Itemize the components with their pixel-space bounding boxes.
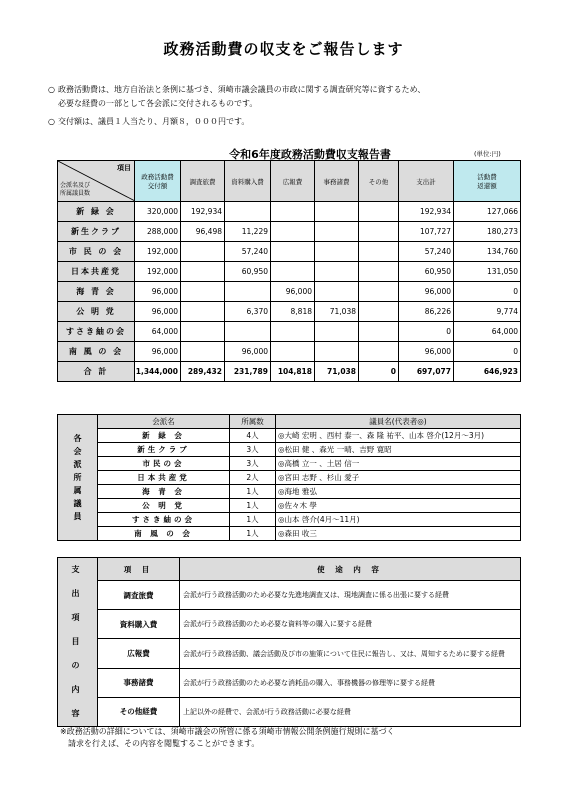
col-header-office: 事務諸費: [315, 161, 359, 202]
report-cell: 0: [399, 322, 454, 342]
member-count: 2人: [230, 471, 276, 485]
report-cell: 60,950: [399, 262, 454, 282]
use-item: 調査旅費: [98, 581, 180, 610]
header-line: 交付額: [147, 182, 168, 190]
report-row: [58, 222, 521, 242]
uses-side-label: [58, 558, 98, 727]
report-cell: [225, 322, 271, 342]
member-row: [58, 443, 521, 457]
member-count: 3人: [230, 457, 276, 471]
report-cell: [181, 302, 225, 322]
report-row: [58, 202, 521, 222]
use-description: 会派が行う政務活動のため必要な資料等の購入に要する経費: [180, 610, 521, 639]
report-cell: [181, 262, 225, 282]
row-party-name: すさき紬の会: [58, 322, 135, 342]
row-party-name: 公 明 党: [58, 302, 135, 322]
col-header-grant: [135, 161, 181, 202]
use-row: [58, 697, 521, 726]
report-cell: 180,273: [454, 222, 521, 242]
note-mark: ○: [48, 85, 55, 94]
report-cell: 0: [454, 342, 521, 362]
member-count: 1人: [230, 485, 276, 499]
member-row: [58, 527, 521, 541]
report-cell: [359, 282, 399, 302]
report-cell: 9,774: [454, 302, 521, 322]
report-cell: 57,240: [399, 242, 454, 262]
members-header-names: 議員名(代表者◎): [276, 415, 521, 429]
member-names: ◎宮田 志野 、杉山 愛子: [276, 471, 521, 485]
member-names: ◎高橋 立一 、土居 信一: [276, 457, 521, 471]
col-header-refund: [454, 161, 521, 202]
member-row: [58, 471, 521, 485]
uses-table: [57, 557, 521, 727]
report-cell: 64,000: [454, 322, 521, 342]
report-row: [58, 362, 521, 382]
member-group: 新生クラブ: [98, 443, 230, 457]
use-description: 会派が行う政務活動のため必要な先進地調査又は、現地調査に係る出張に要する経費: [180, 581, 521, 610]
report-row: [58, 342, 521, 362]
report-cell: [315, 282, 359, 302]
report-cell: [181, 322, 225, 342]
members-header-count: 所属数: [230, 415, 276, 429]
report-cell: [271, 242, 315, 262]
report-cell: 11,229: [225, 222, 271, 242]
note-2: [48, 115, 250, 129]
report-cell: [359, 342, 399, 362]
member-names: ◎森田 收三: [276, 527, 521, 541]
unit-label: (単位:円): [474, 150, 501, 158]
report-cell: 231,789: [225, 362, 271, 382]
col-header-travel: 調査旅費: [181, 161, 225, 202]
report-cell: [359, 222, 399, 242]
report-cell: 60,950: [225, 262, 271, 282]
report-cell: 104,818: [271, 362, 315, 382]
report-cell: 71,038: [315, 362, 359, 382]
use-description: 上記以外の経費で、会派が行う政務活動に必要な経費: [180, 697, 521, 726]
header-line: 政務活動費: [141, 173, 174, 181]
member-count: 4人: [230, 429, 276, 443]
report-cell: 64,000: [135, 322, 181, 342]
col-header-other: その他: [359, 161, 399, 202]
member-row: [58, 513, 521, 527]
report-cell: [271, 262, 315, 282]
row-party-name: 合 計: [58, 362, 135, 382]
report-cell: [181, 242, 225, 262]
col-header-total: 支出計: [399, 161, 454, 202]
report-row: [58, 302, 521, 322]
report-cell: 0: [454, 282, 521, 302]
member-names: ◎佐々木 學: [276, 499, 521, 513]
report-cell: 192,934: [181, 202, 225, 222]
use-row: [58, 668, 521, 697]
report-cell: [271, 222, 315, 242]
report-cell: 57,240: [225, 242, 271, 262]
members-table: [57, 414, 521, 541]
member-group: 市民の会: [98, 457, 230, 471]
report-cell: 1,344,000: [135, 362, 181, 382]
report-cell: 697,077: [399, 362, 454, 382]
member-count: 1人: [230, 513, 276, 527]
report-cell: [315, 322, 359, 342]
use-description: 会派が行う政務活動、議会活動及び市の施策について住民に報告し、又は、周知するために要する経費: [180, 639, 521, 668]
report-cell: 134,760: [454, 242, 521, 262]
member-group: 南 風 の 会: [98, 527, 230, 541]
members-side-text: 各 会 派 所 属 議 員: [73, 434, 82, 521]
report-cell: 96,000: [399, 282, 454, 302]
report-cell: 96,000: [135, 302, 181, 322]
report-cell: 0: [359, 362, 399, 382]
report-cell: 192,934: [399, 202, 454, 222]
report-cell: [359, 202, 399, 222]
header-line: 返還額: [477, 182, 497, 190]
row-party-name: 新 緑 会: [58, 202, 135, 222]
report-cell: 127,066: [454, 202, 521, 222]
note-line: 必要な経費の一部として各会派に交付されるものです。: [58, 99, 258, 108]
report-cell: 6,370: [225, 302, 271, 322]
note-mark: ○: [48, 117, 55, 126]
member-group: 新 緑 会: [98, 429, 230, 443]
report-cell: [315, 342, 359, 362]
row-party-name: 南 風 の 会: [58, 342, 135, 362]
report-cell: 192,000: [135, 242, 181, 262]
member-group: 日本共産党: [98, 471, 230, 485]
row-party-name: 日本共産党: [58, 262, 135, 282]
footnote-line: ※政務活動の詳細については、須崎市議会の所管に係る須崎市情報公開条例施行規則に基づく: [60, 727, 395, 736]
use-row: [58, 639, 521, 668]
report-cell: [271, 322, 315, 342]
note-1: [48, 83, 426, 111]
uses-header-item: 項 目: [98, 558, 180, 581]
member-count: 3人: [230, 443, 276, 457]
member-row: [58, 485, 521, 499]
member-count: 1人: [230, 499, 276, 513]
report-cell: [359, 262, 399, 282]
col-header-publicity: 広報費: [271, 161, 315, 202]
corner-party-line: 所属議員数: [60, 190, 91, 197]
report-row: [58, 242, 521, 262]
report-cell: [315, 262, 359, 282]
use-item: 資料購入費: [98, 610, 180, 639]
report-cell: 646,923: [454, 362, 521, 382]
report-cell: 71,038: [315, 302, 359, 322]
report-cell: [315, 222, 359, 242]
uses-side-text: 支 出 項 目 の 内 容: [71, 565, 84, 718]
members-side-label: [58, 415, 98, 541]
use-row: [58, 610, 521, 639]
corner-item-label: 項目: [117, 164, 131, 172]
report-cell: [315, 242, 359, 262]
member-count: 1人: [230, 527, 276, 541]
note-line: 交付額は、議員１人当たり、月額８，０００円です。: [58, 117, 250, 126]
report-cell: 192,000: [135, 262, 181, 282]
header-line: 活動費: [477, 173, 497, 181]
member-group: すさき紬の会: [98, 513, 230, 527]
members-header-row: [58, 415, 521, 429]
report-cell: [359, 242, 399, 262]
member-names: ◎松田 健 、森光 一晴、吉野 寛昭: [276, 443, 521, 457]
corner-cell: [58, 161, 135, 202]
report-cell: 96,000: [135, 282, 181, 302]
row-party-name: 市 民 の 会: [58, 242, 135, 262]
member-names: ◎山本 啓介(4月～11月): [276, 513, 521, 527]
use-item: 事務諸費: [98, 668, 180, 697]
report-cell: 8,818: [271, 302, 315, 322]
report-row: [58, 262, 521, 282]
member-row: [58, 429, 521, 443]
row-party-name: 新生クラブ: [58, 222, 135, 242]
report-cell: 96,000: [399, 342, 454, 362]
report-cell: 107,727: [399, 222, 454, 242]
note-line: 政務活動費は、地方自治法と条例に基づき、須崎市議会議員の市政に関する調査研究等に資するため、: [58, 85, 426, 94]
uses-header-desc: 使 途 内 容: [180, 558, 521, 581]
report-cell: [181, 342, 225, 362]
report-cell: [225, 282, 271, 302]
footnote: [60, 726, 530, 750]
report-cell: 96,000: [135, 342, 181, 362]
member-group: 公 明 党: [98, 499, 230, 513]
report-header-row: [58, 161, 521, 202]
row-party-name: 海 青 会: [58, 282, 135, 302]
corner-party-label: [60, 182, 90, 198]
member-names: ◎海地 雅弘: [276, 485, 521, 499]
uses-header-row: [58, 558, 521, 581]
use-item: その他経費: [98, 697, 180, 726]
report-cell: 320,000: [135, 202, 181, 222]
report-table: [57, 160, 521, 382]
report-cell: [181, 282, 225, 302]
report-title: 令和6年度政務活動費収支報告書: [229, 148, 391, 161]
report-row: [58, 322, 521, 342]
report-cell: [315, 202, 359, 222]
report-cell: [271, 202, 315, 222]
use-item: 広報費: [98, 639, 180, 668]
report-cell: 96,000: [271, 282, 315, 302]
report-cell: 96,000: [225, 342, 271, 362]
report-cell: 86,226: [399, 302, 454, 322]
member-row: [58, 457, 521, 471]
members-header-group: 会派名: [98, 415, 230, 429]
report-cell: 288,000: [135, 222, 181, 242]
col-header-materials: 資料購入費: [225, 161, 271, 202]
report-cell: 96,498: [181, 222, 225, 242]
member-names: ◎大崎 宏明 、西村 泰一、森 隆 祐平、山本 啓介(12月～3月): [276, 429, 521, 443]
page-title: 政務活動費の収支をご報告します: [163, 40, 404, 58]
report-cell: [271, 342, 315, 362]
report-cell: 289,432: [181, 362, 225, 382]
corner-party-line: 会派名及び: [60, 182, 91, 189]
use-description: 会派が行う政務活動のため必要な消耗品の購入、事務機器の修理等に要する経費: [180, 668, 521, 697]
report-cell: 131,050: [454, 262, 521, 282]
report-cell: [359, 322, 399, 342]
report-row: [58, 282, 521, 302]
footnote-line: 請求を行えば、その内容を閲覧することができます。: [68, 739, 260, 748]
report-cell: [359, 302, 399, 322]
report-cell: [225, 202, 271, 222]
member-group: 海 青 会: [98, 485, 230, 499]
use-row: [58, 581, 521, 610]
member-row: [58, 499, 521, 513]
